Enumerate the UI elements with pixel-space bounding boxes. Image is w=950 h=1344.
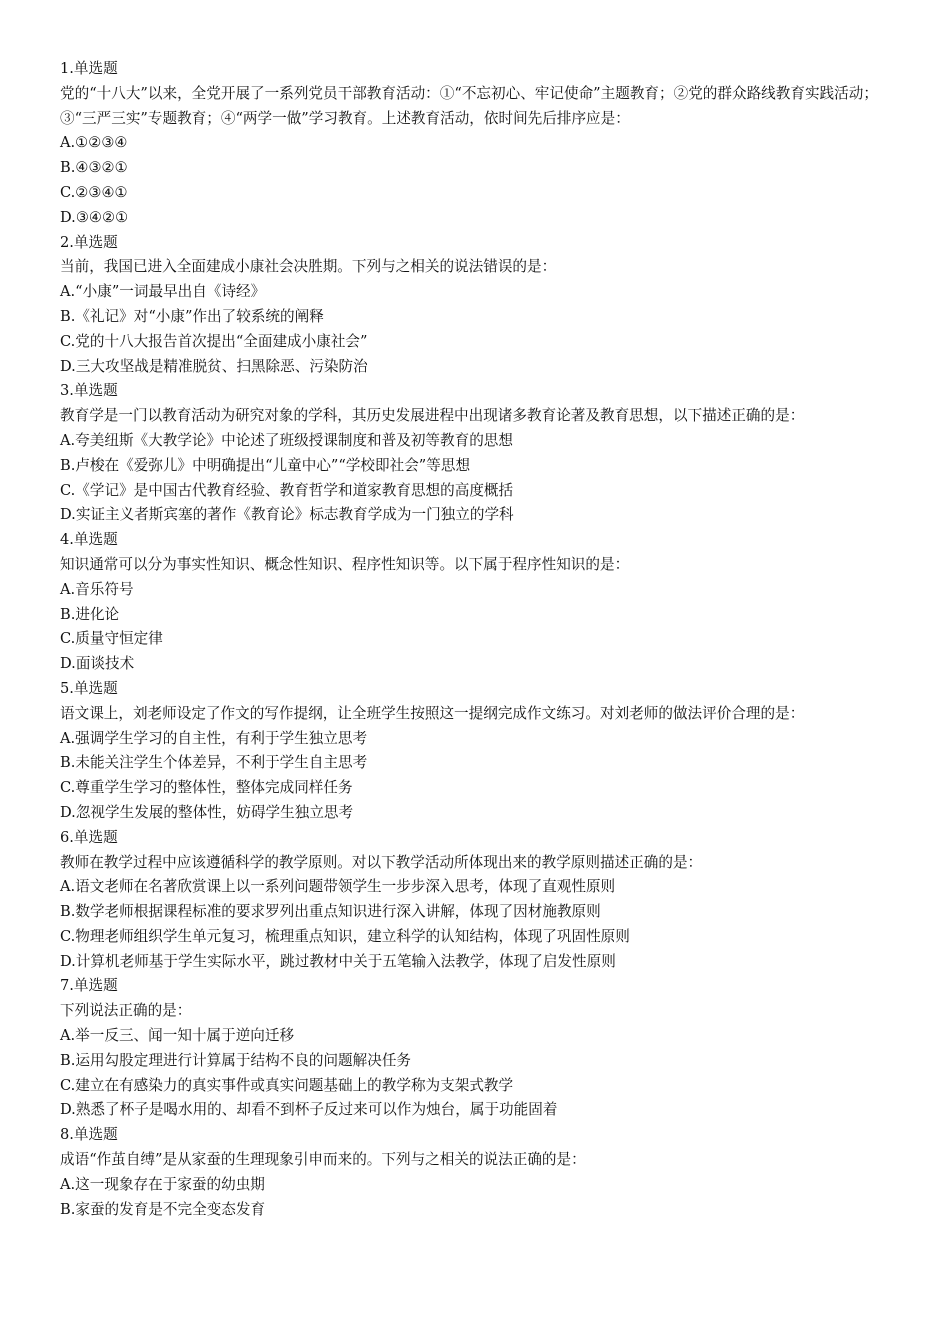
option-b: B.《礼记》对“小康”作出了较系统的阐释 (60, 307, 324, 325)
question-1 (60, 57, 895, 231)
question-5 (60, 677, 895, 826)
exam-document (60, 57, 895, 1222)
option-a: A.夸美纽斯《大教学论》中论述了班级授课制度和普及初等教育的思想 (60, 431, 513, 449)
option-c: C.质量守恒定律 (60, 630, 163, 648)
option-b: B.家蚕的发育是不完全变态发育 (60, 1200, 266, 1218)
option-d: D.忽视学生发展的整体性，妨碍学生独立思考 (60, 803, 354, 821)
question-header: 5.单选题 (60, 679, 118, 697)
option-d: D.熟悉了杯子是喝水用的、却看不到杯子反过来可以作为烛台，属于功能固着 (60, 1101, 558, 1119)
option-a: A.举一反三、闻一知十属于逆向迁移 (60, 1027, 295, 1045)
question-2 (60, 231, 895, 380)
question-8 (60, 1123, 895, 1222)
question-stem: 党的“十八大”以来，全党开展了一系列党员干部教育活动：①“不忘初心、牢记使命”主题教育；②党的群众路线教育实践活动；③“三严三实”专题教育；④“两学一做”学习教育。上述教育活动，依时间先后排序应是： (60, 84, 878, 127)
option-b: B.数学老师根据课程标准的要求罗列出重点知识进行深入讲解，体现了因材施教原则 (60, 903, 601, 921)
option-a: A.“小康”一词最早出自《诗经》 (60, 283, 266, 301)
question-stem: 成语“作茧自缚”是从家蚕的生理现象引申而来的。下列与之相关的说法正确的是： (60, 1151, 586, 1169)
option-b: B.卢梭在《爱弥儿》中明确提出“儿童中心”“学校即社会”等思想 (60, 456, 471, 474)
option-c: C.党的十八大报告首次提出“全面建成小康社会” (60, 332, 368, 350)
option-c: C.②③④① (60, 183, 128, 201)
question-6 (60, 826, 895, 975)
question-stem: 教育学是一门以教育活动为研究对象的学科，其历史发展进程中出现诸多教育论著及教育思想，以下描述正确的是： (60, 407, 805, 425)
option-c: C.物理老师组织学生单元复习，梳理重点知识，建立科学的认知结构，体现了巩固性原则 (60, 927, 630, 945)
question-stem: 教师在教学过程中应该遵循科学的教学原则。对以下教学活动所体现出来的教学原则描述正确的是： (60, 853, 703, 871)
option-a: A.音乐符号 (60, 580, 134, 598)
question-4 (60, 528, 895, 677)
question-stem: 当前，我国已进入全面建成小康社会决胜期。下列与之相关的说法错误的是： (60, 258, 557, 276)
question-7 (60, 974, 895, 1123)
question-3 (60, 379, 895, 528)
option-b: B.未能关注学生个体差异，不利于学生自主思考 (60, 754, 368, 772)
option-a: A.语文老师在名著欣赏课上以一系列问题带领学生一步步深入思考，体现了直观性原则 (60, 878, 616, 896)
option-a: A.强调学生学习的自主性，有利于学生独立思考 (60, 729, 368, 747)
option-b: B.运用勾股定理进行计算属于结构不良的问题解决任务 (60, 1051, 412, 1069)
option-c: C.尊重学生学习的整体性，整体完成同样任务 (60, 779, 353, 797)
question-header: 2.单选题 (60, 233, 118, 251)
question-stem: 知识通常可以分为事实性知识、概念性知识、程序性知识等。以下属于程序性知识的是： (60, 555, 630, 573)
option-a: A.①②③④ (60, 134, 128, 152)
option-a: A.这一现象存在于家蚕的幼虫期 (60, 1175, 265, 1193)
question-stem: 下列说法正确的是： (60, 1002, 192, 1020)
option-b: B.④③②① (60, 159, 128, 177)
option-c: C.《学记》是中国古代教育经验、教育哲学和道家教育思想的高度概括 (60, 481, 514, 499)
option-d: D.面谈技术 (60, 655, 135, 673)
option-c: C.建立在有感染力的真实事件或真实问题基础上的教学称为支架式教学 (60, 1076, 514, 1094)
question-header: 3.单选题 (60, 382, 118, 400)
question-stem: 语文课上，刘老师设定了作文的写作提纲，让全班学生按照这一提纲完成作文练习。对刘老师的做法评价合理的是： (60, 704, 805, 722)
option-d: D.三大攻坚战是精准脱贫、扫黑除恶、污染防治 (60, 357, 368, 375)
question-header: 4.单选题 (60, 531, 118, 549)
question-header: 1.单选题 (60, 60, 118, 77)
question-header: 7.单选题 (60, 977, 118, 995)
option-d: D.③④②① (60, 208, 129, 226)
option-d: D.计算机老师基于学生实际水平，跳过教材中关于五笔输入法教学，体现了启发性原则 (60, 952, 616, 970)
option-b: B.进化论 (60, 605, 120, 623)
option-d: D.实证主义者斯宾塞的著作《教育论》标志教育学成为一门独立的学科 (60, 506, 514, 524)
question-header: 8.单选题 (60, 1126, 118, 1144)
question-header: 6.单选题 (60, 828, 118, 846)
